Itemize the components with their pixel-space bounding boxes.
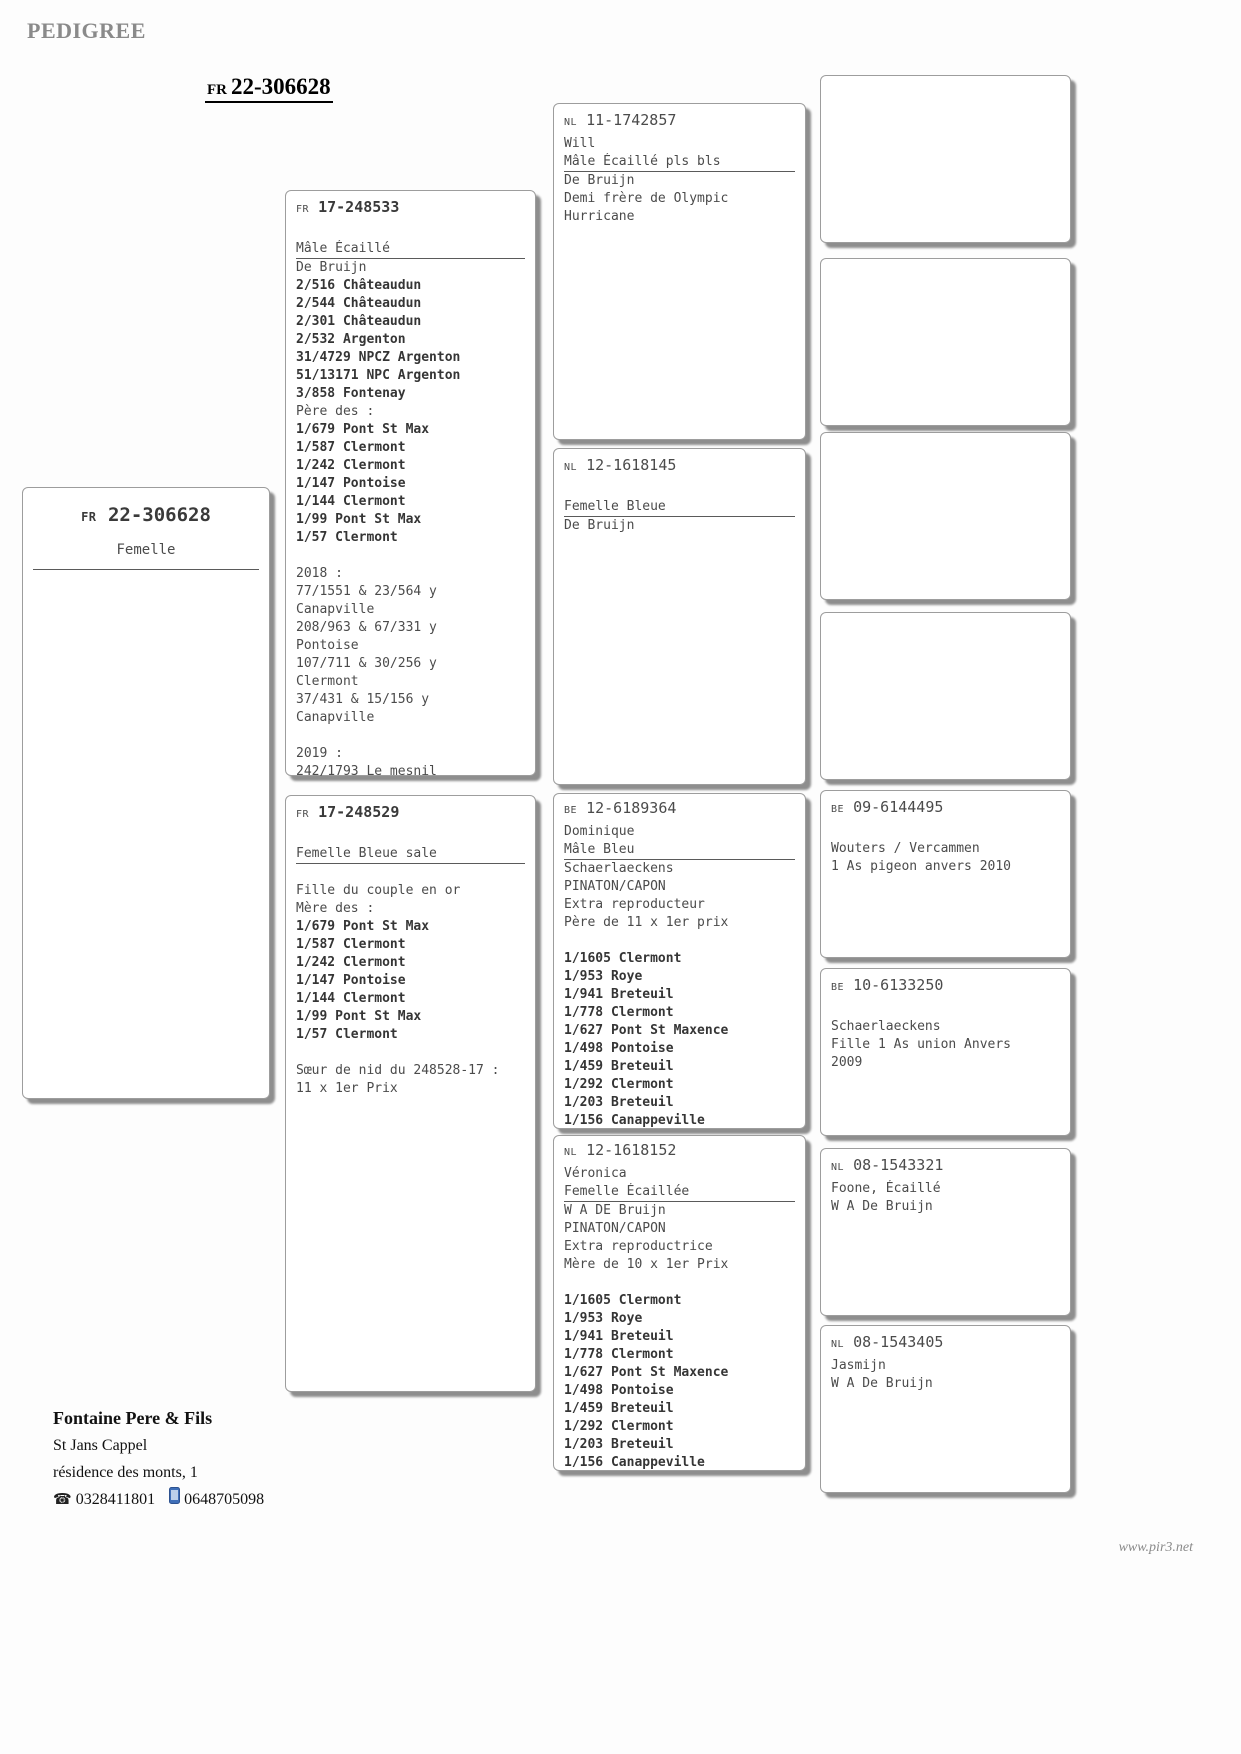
breeder-phones: [53, 1486, 264, 1513]
country-code: BE: [564, 805, 578, 816]
pedigree-line: 1/941 Breteuil: [564, 1329, 674, 1344]
breeder-city: St Jans Cappel: [53, 1437, 148, 1454]
pedigree-line: 2/532 Argenton: [296, 332, 406, 347]
country-code: NL: [831, 1339, 845, 1350]
pedigree-line: [296, 864, 525, 882]
pedigree-line: Mère de 10 x 1er Prix: [564, 1257, 729, 1272]
breeder-name: Fontaine Pere & Fils: [53, 1408, 213, 1428]
pedigree-line: [296, 1044, 525, 1062]
pedigree-line: 37/431 & 15/156 y: [296, 692, 430, 707]
pedigree-line: 1/57 Clermont: [296, 1027, 398, 1042]
pedigree-line: 2/516 Châteaudun: [296, 278, 422, 293]
phone-number: 0328411801: [75, 1491, 156, 1508]
pedigree-line: 1/953 Roye: [564, 1311, 643, 1326]
pedigree-line: 51/13171 NPC Argenton: [296, 368, 461, 383]
pedigree-line: Véronica: [564, 1166, 627, 1181]
title-ring-number: 22-306628: [231, 74, 331, 99]
ring-number: [831, 797, 1060, 820]
pedigree-line: [296, 222, 525, 240]
pedigree-line: 1/292 Clermont: [564, 1419, 674, 1434]
pedigree-line: 1/144 Clermont: [296, 494, 406, 509]
ring-number: [831, 1155, 1060, 1178]
country-code: FR: [296, 809, 310, 820]
ring-value: 09-6144495: [844, 798, 944, 816]
sire-sire-box: [553, 103, 806, 440]
ring-number: [831, 1332, 1060, 1355]
pedigree-line: 208/963 & 67/331 y: [296, 620, 437, 635]
pedigree-line: 1/627 Pont St Maxence: [564, 1365, 729, 1380]
pedigree-line: 1/203 Breteuil: [564, 1437, 674, 1452]
pedigree-line: Fille 1 As union Anvers: [831, 1037, 1012, 1052]
description-line: Femelle Écaillée: [564, 1183, 795, 1202]
pedigree-line: 1/498 Pontoise: [564, 1041, 674, 1056]
pedigree-line: 1/679 Pont St Max: [296, 422, 430, 437]
ring-value: 12-6189364: [577, 799, 677, 817]
ring-value: 11-1742857: [577, 111, 677, 129]
pedigree-line: 1/498 Pontoise: [564, 1383, 674, 1398]
country-code: BE: [831, 804, 845, 815]
ring-number: [564, 110, 795, 133]
pedigree-line: PINATON/CAPON: [564, 879, 666, 894]
pedigree-line: Schaerlaeckens: [831, 1019, 941, 1034]
pedigree-line: 1/941 Breteuil: [564, 987, 674, 1002]
dam-sire-box: [553, 793, 806, 1129]
pedigree-line: 242/1793 Le mesnil: [296, 764, 437, 779]
ring-number: [564, 798, 795, 821]
pedigree-line: 107/711 & 30/256 y: [296, 656, 437, 671]
country-code: NL: [564, 1147, 578, 1158]
great-grandsire-2-box: [820, 432, 1071, 600]
subject-country-code: FR: [81, 510, 97, 524]
country-code: NL: [564, 117, 578, 128]
pedigree-line: 1/156 Canappeville: [564, 1113, 705, 1128]
pedigree-line: W A De Bruijn: [831, 1376, 933, 1391]
pedigree-line: 1/242 Clermont: [296, 458, 406, 473]
pedigree-line: 31/4729 NPCZ Argenton: [296, 350, 461, 365]
ring-number: [831, 975, 1060, 998]
subject-ring: 22-306628: [107, 504, 211, 526]
pedigree-line: Canapville: [296, 602, 375, 617]
great-grandsire-4-box: [820, 1148, 1071, 1316]
page-heading: PEDIGREE: [27, 18, 146, 43]
pedigree-line: 1/587 Clermont: [296, 440, 406, 455]
ring-value: 10-6133250: [844, 976, 944, 994]
subject-box: [22, 487, 270, 1099]
pedigree-line: Will: [564, 136, 596, 151]
ring-number: [564, 1140, 795, 1163]
pedigree-line: [296, 727, 525, 745]
pedigree-line: 1/144 Clermont: [296, 991, 406, 1006]
title-country-code: FR: [207, 82, 227, 98]
pedigree-line: Clermont: [296, 674, 359, 689]
great-granddam-4-box: [820, 1325, 1071, 1493]
pedigree-line: 1/147 Pontoise: [296, 476, 406, 491]
pedigree-line: 2009: [831, 1055, 863, 1070]
pedigree-line: Dominique: [564, 824, 635, 839]
description-line: Mâle Écaillé: [296, 240, 525, 259]
breeder-address: résidence des monts, 1: [53, 1464, 198, 1481]
country-code: BE: [831, 982, 845, 993]
pedigree-line: 11 x 1er Prix: [296, 1081, 398, 1096]
pedigree-line: 1/99 Pont St Max: [296, 512, 422, 527]
pedigree-line: Pontoise: [296, 638, 359, 653]
pedigree-line: Père des :: [296, 404, 375, 419]
pedigree-line: 1/1605 Clermont: [564, 951, 682, 966]
pedigree-line: Fille du couple en or: [296, 883, 461, 898]
pedigree-line: 1/292 Clermont: [564, 1077, 674, 1092]
pedigree-line: [296, 827, 525, 845]
mobile-phone-icon: [169, 1486, 180, 1513]
pedigree-line: 1 As pigeon anvers 2010: [831, 859, 1012, 874]
great-granddam-1-box: [820, 258, 1071, 426]
pedigree-line: Jasmijn: [831, 1358, 886, 1373]
pedigree-line: Demi frère de Olympic: [564, 191, 729, 206]
description-line: Mâle Écaillé pls bls: [564, 153, 795, 172]
pedigree-line: 1/679 Pont St Max: [296, 919, 430, 934]
pedigree-line: Mère des :: [296, 901, 375, 916]
pedigree-line: Canapville: [296, 710, 375, 725]
ring-value: 17-248529: [309, 803, 400, 821]
pedigree-line: Extra reproductrice: [564, 1239, 713, 1254]
pedigree-line: De Bruijn: [296, 260, 367, 275]
pedigree-line: De Bruijn: [564, 173, 635, 188]
phone-icon: ☎: [53, 1490, 72, 1508]
pedigree-line: Sœur de nid du 248528-17 :: [296, 1063, 500, 1078]
pedigree-line: 1/203 Breteuil: [564, 1095, 674, 1110]
pedigree-line: 2/544 Châteaudun: [296, 296, 422, 311]
pedigree-line: 1/242 Clermont: [296, 955, 406, 970]
ring-value: 08-1543321: [844, 1156, 944, 1174]
pedigree-line: Foone, Écaillé: [831, 1181, 941, 1196]
pedigree-line: [831, 822, 1060, 840]
pedigree-line: [831, 1000, 1060, 1018]
subject-ring-number: [33, 502, 259, 530]
pedigree-line: 3/858 Fontenay: [296, 386, 406, 401]
country-code: NL: [831, 1162, 845, 1173]
pedigree-line: 1/99 Pont St Max: [296, 1009, 422, 1024]
pedigree-line: [564, 1274, 795, 1292]
pedigree-line: 1/459 Breteuil: [564, 1401, 674, 1416]
description-line: Mâle Bleu: [564, 841, 795, 860]
subject-sex: Femelle: [116, 542, 176, 558]
pedigree-line: 1/57 Clermont: [296, 530, 398, 545]
pedigree-line: Extra reproducteur: [564, 897, 705, 912]
pedigree-line: 1/627 Pont St Maxence: [564, 1023, 729, 1038]
dam-dam-box: [553, 1135, 806, 1471]
subject-title: [205, 74, 333, 103]
breeder-info: [53, 1405, 264, 1513]
pedigree-line: [564, 480, 795, 498]
ring-value: 12-1618152: [577, 1141, 677, 1159]
pedigree-line: [296, 547, 525, 565]
country-code: NL: [564, 462, 578, 473]
ring-number: [296, 802, 525, 825]
pedigree-line: 1/147 Pontoise: [296, 973, 406, 988]
dam-box: [285, 795, 536, 1392]
pedigree-line: Wouters / Vercammen: [831, 841, 980, 856]
great-grandsire-1-box: [820, 75, 1071, 243]
watermark: www.pir3.net: [1118, 1540, 1193, 1555]
pedigree-line: Père de 11 x 1er prix: [564, 915, 729, 930]
pedigree-line: Schaerlaeckens: [564, 861, 674, 876]
pedigree-line: 1/156 Canappeville: [564, 1455, 705, 1470]
pedigree-line: De Bruijn: [564, 518, 635, 533]
great-grandsire-3-box: [820, 790, 1071, 958]
pedigree-line: 1/953 Roye: [564, 969, 643, 984]
pedigree-line: 1/1605 Clermont: [564, 1293, 682, 1308]
pedigree-line: 1/587 Clermont: [296, 937, 406, 952]
pedigree-line: W A De Bruijn: [831, 1199, 933, 1214]
country-code: FR: [296, 204, 310, 215]
pedigree-line: 77/1551 & 23/564 y: [296, 584, 437, 599]
description-line: Femelle Bleue: [564, 498, 795, 517]
pedigree-line: Hurricane: [564, 209, 635, 224]
pedigree-line: 1/778 Clermont: [564, 1005, 674, 1020]
pedigree-line: 2019 :: [296, 746, 343, 761]
sire-box: [285, 190, 536, 779]
ring-value: 08-1543405: [844, 1333, 944, 1351]
description-line: Femelle Bleue sale: [296, 845, 525, 864]
separator-line: [33, 569, 259, 570]
pedigree-line: 1/778 Clermont: [564, 1347, 674, 1362]
ring-value: 17-248533: [309, 198, 400, 216]
mobile-number: 0648705098: [184, 1491, 265, 1508]
ring-number: [564, 455, 795, 478]
great-granddam-3-box: [820, 968, 1071, 1136]
sire-dam-box: [553, 448, 806, 785]
pedigree-line: 1/459 Breteuil: [564, 1059, 674, 1074]
pedigree-line: 2018 :: [296, 566, 343, 581]
ring-number: [296, 197, 525, 220]
pedigree-line: PINATON/CAPON: [564, 1221, 666, 1236]
pedigree-line: [564, 932, 795, 950]
pedigree-line: 2/301 Châteaudun: [296, 314, 422, 329]
pedigree-line: W A DE Bruijn: [564, 1203, 666, 1218]
great-granddam-2-box: [820, 612, 1071, 780]
ring-value: 12-1618145: [577, 456, 677, 474]
